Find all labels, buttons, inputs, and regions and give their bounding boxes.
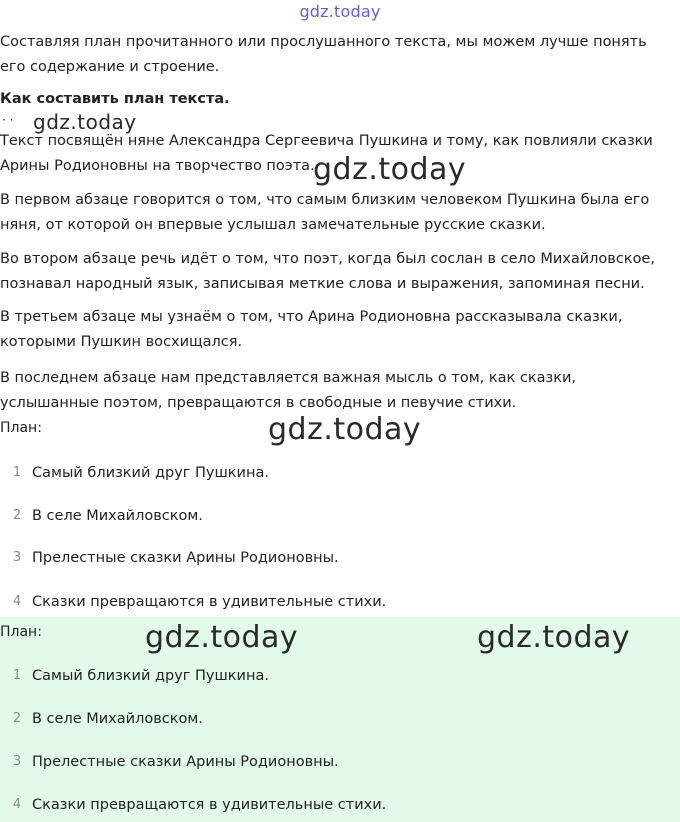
plan-label: План: bbox=[0, 624, 42, 640]
plan-item-number: 2 bbox=[12, 508, 22, 523]
decorative-dots: · · bbox=[2, 113, 14, 127]
paragraph-3: Во втором абзаце речь идёт о том, что поэт, когда был сослан в село Михайловское, познавал народный язык, записывая меткие слова и выражения, запоминая песни. bbox=[0, 251, 655, 292]
watermark: gdz.today bbox=[268, 412, 422, 447]
plan-item-number: 4 bbox=[12, 594, 22, 609]
watermark: gdz.today bbox=[477, 620, 631, 655]
plan-item-text: Самый близкий друг Пушкина. bbox=[32, 465, 269, 481]
how-to-title: Как составить план текста. bbox=[0, 91, 230, 107]
plan-item-text: В селе Михайловском. bbox=[32, 711, 203, 727]
paragraph-1: Текст посвящён няне Александра Сергеевича Пушкина и тому, как повлияли сказки Арины Родионовны на творчество поэта. bbox=[0, 133, 653, 174]
intro-text: Составляя план прочитанного или прослушанного текста, мы можем лучше понять его содержание и строение. bbox=[0, 34, 647, 75]
plan-item-number: 2 bbox=[12, 711, 22, 726]
plan-item-text: В селе Михайловском. bbox=[32, 508, 203, 524]
paragraph-5: В последнем абзаце нам представляется важная мысль о том, как сказки, услышанные поэтом, превращаются в свободные и певучие стихи. bbox=[0, 370, 576, 411]
plan-item-number: 3 bbox=[12, 754, 22, 769]
site-brand-link[interactable]: gdz.today bbox=[299, 2, 381, 21]
plan-item-text: Прелестные сказки Арины Родионовны. bbox=[32, 754, 339, 770]
plan-label: План: bbox=[0, 420, 42, 436]
watermark: gdz.today bbox=[145, 620, 299, 655]
highlighted-plan-section bbox=[0, 617, 680, 822]
plan-item-number: 3 bbox=[12, 550, 22, 565]
watermark: gdz.today bbox=[313, 152, 467, 187]
plan-item-text: Сказки превращаются в удивительные стихи. bbox=[32, 594, 387, 610]
watermark: gdz.today bbox=[33, 110, 137, 134]
plan-item-number: 1 bbox=[12, 465, 22, 480]
plan-item-number: 1 bbox=[12, 668, 22, 683]
plan-item-text: Прелестные сказки Арины Родионовны. bbox=[32, 550, 339, 566]
plan-item-number: 4 bbox=[12, 797, 22, 812]
paragraph-4: В третьем абзаце мы узнаём о том, что Арина Родионовна рассказывала сказки, которыми Пушкин восхищался. bbox=[0, 309, 623, 350]
paragraph-2: В первом абзаце говорится о том, что самым близким человеком Пушкина была его няня, от которой он впервые услышал замечательные русские сказки. bbox=[0, 192, 650, 233]
plan-item-text: Самый близкий друг Пушкина. bbox=[32, 668, 269, 684]
plan-item-text: Сказки превращаются в удивительные стихи. bbox=[32, 797, 387, 813]
